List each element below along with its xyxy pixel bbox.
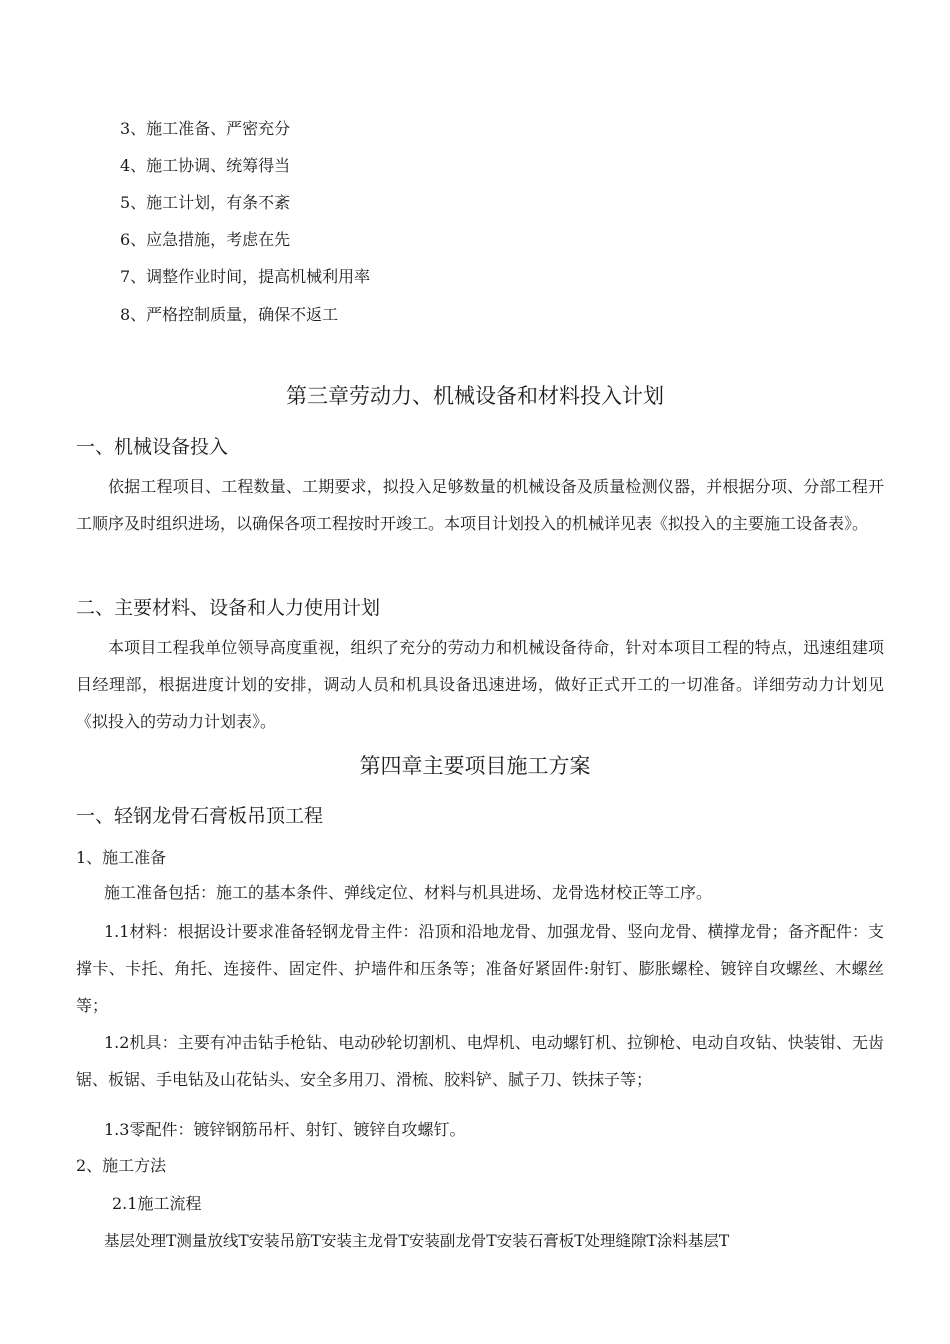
list-item: 8、严格控制质量，确保不返工 — [120, 305, 339, 324]
paragraph: 本项目工程我单位领导高度重视，组织了充分的劳动力和机械设备待命，针对本项目工程的特点，迅速组建项目经理部，根据进度计划的安排，调动人员和机具设备迅速进场，做好正式开工的一切准备。详细劳动力计划见《拟投入的劳动力计划表》。 — [76, 638, 884, 731]
process-flow: 基层处理T测量放线T安装吊筋T安装主龙骨T安装副龙骨T安装石膏板T处理缝隙T涂料基层T — [104, 1232, 730, 1250]
paragraph: 依据工程项目、工程数量、工期要求，拟投入足够数量的机械设备及质量检测仪器，并根据分项、分部工程开工顺序及时组织进场，以确保各项工程按时开竣工。本项目计划投入的机械详见表《拟投入的主要施工设备表》。 — [76, 477, 884, 533]
section-heading: 二、主要材料、设备和人力使用计划 — [76, 597, 381, 619]
paragraph: 施工准备包括：施工的基本条件、弹线定位、材料与机具进场、龙骨选材校正等工序。 — [104, 883, 713, 902]
chapter-title: 第四章主要项目施工方案 — [359, 754, 591, 778]
list-item: 7、调整作业时间，提高机械利用率 — [120, 267, 371, 286]
section-heading: 一、轻钢龙骨石膏板吊顶工程 — [76, 805, 324, 827]
paragraph: 1.1材料：根据设计要求准备轻钢龙骨主件：沿顶和沿地龙骨、加强龙骨、竖向龙骨、横撑龙骨；备齐配件：支撑卡、卡托、角托、连接件、固定件、护墙件和压条等；准备好紧固件:射钉、膨胀螺栓、镀锌自攻螺丝、木螺丝等； — [76, 922, 884, 1015]
subsection-heading: 2、施工方法 — [76, 1156, 167, 1175]
list-item: 6、应急措施，考虑在先 — [120, 230, 291, 249]
chapter-title: 第三章劳动力、机械设备和材料投入计划 — [286, 384, 664, 408]
paragraph: 1.3零配件：镀锌钢筋吊杆、射钉、镀锌自攻螺钉。 — [104, 1120, 466, 1139]
subsection-heading: 2.1施工流程 — [112, 1194, 202, 1213]
list-item: 5、施工计划，有条不紊 — [120, 193, 291, 212]
list-item: 3、施工准备、严密充分 — [120, 119, 291, 138]
list-item: 4、施工协调、统筹得当 — [120, 156, 291, 175]
section-heading: 一、机械设备投入 — [76, 436, 229, 458]
subsection-heading: 1、施工准备 — [76, 848, 167, 867]
paragraph: 1.2机具：主要有冲击钻手枪钻、电动砂轮切割机、电焊机、电动螺钉机、拉铆枪、电动自攻钻、快装钳、无齿锯、板锯、手电钻及山花钻头、安全多用刀、滑梳、胶料铲、腻子刀、铁抹子等； — [76, 1033, 884, 1089]
